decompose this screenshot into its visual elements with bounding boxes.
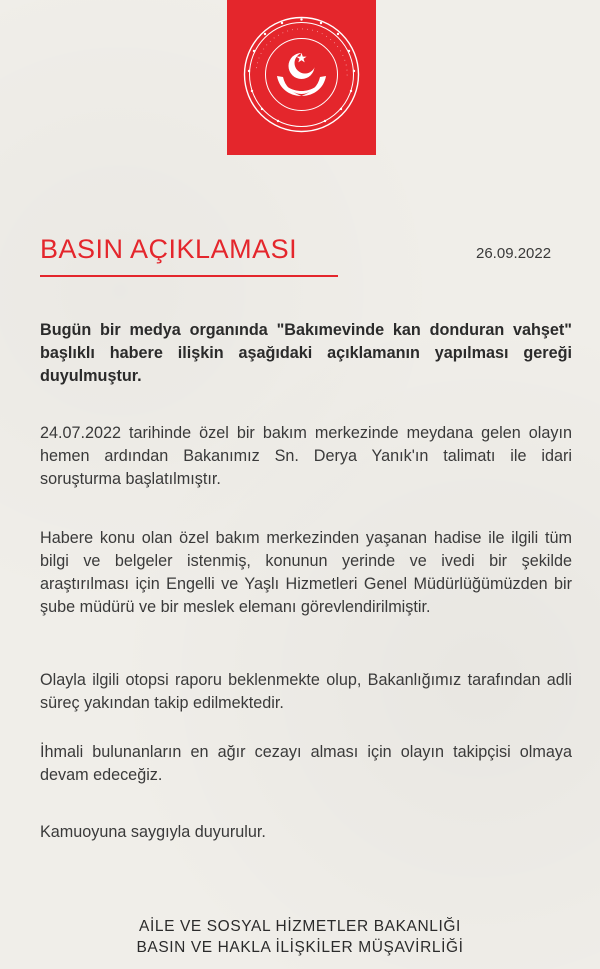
svg-text:· · · · · · · · · · · · · · ·: · · · · · · · · · · · · · · · · · · · · · · · · · · · · xyxy=(253,26,350,77)
ministry-seal-icon xyxy=(241,14,362,135)
body-paragraph-2: Habere konu olan özel bakım merkezinden yaşanan hadise ile ilgili tüm bilgi ve belgeler istenmiş, konunun yerinde ve ivedi bir şekilde araştırılması için Engelli ve Yaşlı Hizmetleri Genel Müdürlüğümüzden bir şube müdürü ve bir meslek elemanı görevlendirilmiştir. xyxy=(40,529,572,616)
footer-department-name: BASIN VE HAKLA İLİŞKİLER MÜŞAVİRLİĞİ xyxy=(136,939,464,956)
document-title: BASIN AÇIKLAMASI xyxy=(40,234,298,264)
footer-ministry-name: AİLE VE SOSYAL HİZMETLER BAKANLIĞI xyxy=(139,918,461,935)
lead-paragraph: Bugün bir medya organında "Bakımevinde kan donduran vahşet" başlıklı habere ilişkin aşağıdaki açıklamanın yapılması gereği duyulmuştur. xyxy=(40,321,572,385)
document-date: 26.09.2022 xyxy=(476,245,552,262)
body-paragraph-1: 24.07.2022 tarihinde özel bir bakım merkezinde meydana gelen olayın hemen ardından Bakanımız Sn. Derya Yanık'ın talimatı ile idari soruşturma başlatılmıştır. xyxy=(40,424,572,488)
title-underline xyxy=(40,275,338,277)
body-paragraph-4: İhmali bulunanların en ağır cezayı alması için olayın takipçisi olmaya devam edeceğiz. xyxy=(40,743,572,784)
body-paragraph-3: Olayla ilgili otopsi raporu beklenmekte olup, Bakanlığımız tarafından adli süreç yakından takip edilmektedir. xyxy=(40,671,572,712)
closing-line: Kamuoyuna saygıyla duyurulur. xyxy=(40,823,266,841)
ministry-logo xyxy=(227,0,376,155)
